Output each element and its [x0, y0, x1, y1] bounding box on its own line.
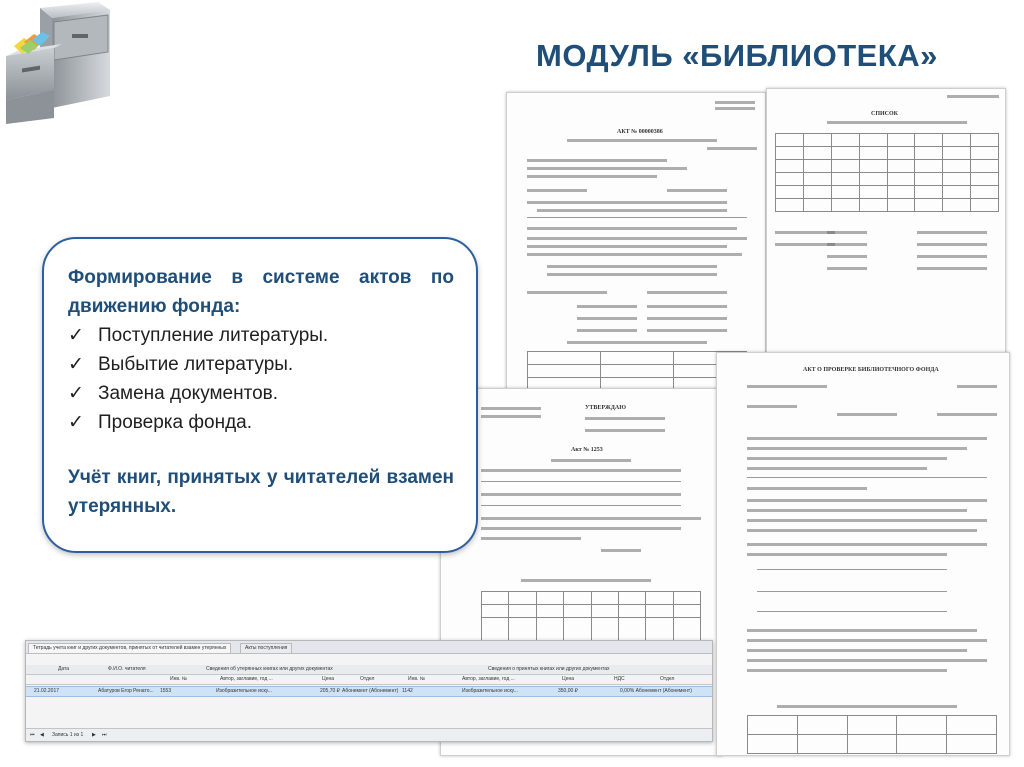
status-next-icon[interactable]: ▶ [92, 732, 96, 738]
list-item [68, 379, 454, 408]
row-date: 21.02.2017 [34, 688, 60, 694]
list-item [68, 408, 454, 437]
document-subtitle: Акт № 1253 [571, 447, 603, 453]
tab-bar [26, 641, 712, 654]
list-item-label: Проверка фонда. [98, 412, 253, 433]
callout-content [68, 263, 454, 521]
list-item-label: Замена документов. [98, 383, 279, 404]
row-reader: Абатуров Егор Ренато... [98, 688, 154, 694]
row-lost-title: Изобразительное иску... [216, 688, 272, 694]
row-new-inv: 1142 [402, 688, 413, 694]
check-icon: ✓ [68, 354, 84, 375]
document-title: СПИСОК [871, 111, 899, 117]
status-last-icon[interactable]: ⏭ [102, 732, 107, 738]
row-new-title: Изобразительное иску... [462, 688, 518, 694]
document-title: УТВЕРЖДАЮ [585, 405, 627, 411]
tab-lost-books-register[interactable]: Тетрадь учета книг и других документов, принятых от читателей взамен утерянных [28, 643, 231, 653]
check-icon: ✓ [68, 412, 84, 433]
list-item [68, 321, 454, 350]
slide-title: МОДУЛЬ «БИБЛИОТЕКА» [536, 38, 938, 73]
row-lost-price: 205,70 ₽ [320, 688, 340, 694]
table-subheader [26, 675, 712, 685]
column-lost-title: Автор, заглавие, год ... [220, 676, 273, 682]
status-prev-icon[interactable]: ◀ [40, 732, 44, 738]
column-date: Дата [58, 666, 70, 672]
record-counter: Запись 1 из 1 [52, 732, 84, 738]
document-list [766, 88, 1006, 362]
row-new-price: 350,00 ₽ [558, 688, 578, 694]
status-first-icon[interactable]: ⏮ [30, 732, 35, 738]
check-icon: ✓ [68, 325, 84, 346]
list-item-label: Выбытие литературы. [98, 354, 294, 375]
file-cabinet-icon [0, 0, 118, 124]
column-lost-price: Цена [322, 676, 335, 682]
row-lost-dept: Абонемент (Абонемент) [342, 688, 399, 694]
column-new-title: Автор, заглавие, год ... [462, 676, 515, 682]
column-lost: Сведения об утерянных книгах или других документах [206, 666, 333, 672]
document-act-writeoff [506, 92, 766, 394]
column-new: Сведения о принятых книгах или других документах [488, 666, 610, 672]
column-new-dept: Отдел [660, 676, 675, 682]
callout-note: Учёт книг, принятых у читателей взамен утерянных. [68, 467, 454, 517]
document-fund-check [716, 352, 1010, 756]
row-new-vat-dept: 0,00% Абонемент (Абонемент) [620, 688, 692, 694]
row-lost-inv: 1553 [160, 688, 172, 694]
table-row[interactable] [26, 686, 712, 697]
library-app-window [25, 640, 713, 742]
tab-acts-receipt[interactable]: Акты поступления [240, 643, 292, 653]
column-lost-dept: Отдел [360, 676, 375, 682]
check-icon: ✓ [68, 383, 84, 404]
table-header [26, 665, 712, 675]
act-types-list [68, 321, 454, 437]
status-bar [26, 728, 712, 741]
list-item-label: Поступление литературы. [98, 325, 329, 346]
document-title: АКТ О ПРОВЕРКЕ БИБЛИОТЕЧНОГО ФОНДА [803, 367, 939, 373]
column-new-inv: Инв. № [408, 676, 426, 682]
column-new-vat: НДС [614, 676, 625, 682]
list-item [68, 350, 454, 379]
column-reader: Ф.И.О. читателя [108, 666, 146, 672]
column-lost-inv: Инв. № [170, 676, 188, 682]
document-title: АКТ № 00000386 [617, 129, 663, 135]
column-new-price: Цена [562, 676, 575, 682]
callout-heading: Формирование в системе актов по движению фонда: [68, 267, 454, 317]
